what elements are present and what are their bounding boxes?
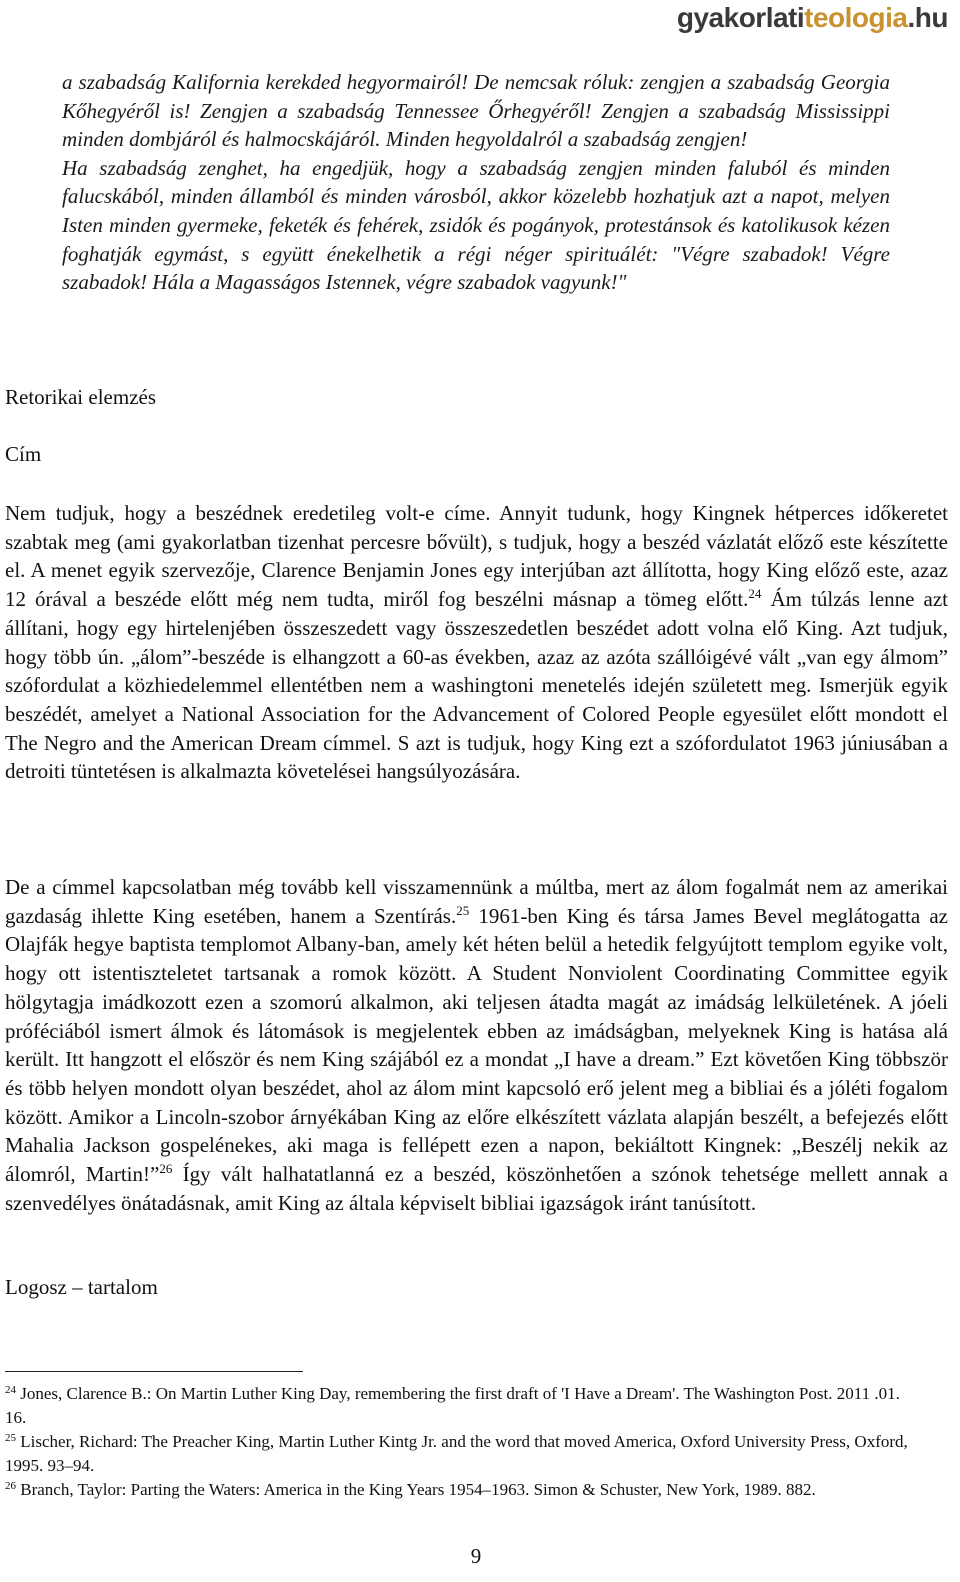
- logo-text-domain: .hu: [907, 2, 948, 33]
- subsection-heading: Cím: [5, 442, 42, 466]
- paragraph-text: Így vált halhatatlanná ez a beszéd, köszönhetően a szónok tehetsége mellett annak a szenvedélyes önátadásnak, amit King az általa képviselt bibliai igazságok iránt tanúsított.: [5, 1162, 948, 1215]
- footnote-separator: [5, 1371, 303, 1372]
- body-paragraph-2: [5, 873, 948, 1217]
- footnote-text: Jones, Clarence B.: On Martin Luther King Day, remembering the first draft of 'I Have a Dream'. The Washington Post. 2011 .01. 16.: [5, 1384, 900, 1427]
- site-logo: [677, 2, 948, 34]
- body-paragraph-1: [5, 499, 948, 786]
- paragraph-text: De a címmel kapcsolatban még tovább kell visszamennünk a múltba, mert az álom fogalmát nem az amerikai gazdaság ihlette King esetében, hanem a Szentírás.: [5, 875, 948, 928]
- footnote-number: 24: [5, 1384, 16, 1396]
- paragraph-text: Nem tudjuk, hogy a beszédnek eredetileg volt-e címe. Annyit tudunk, hogy Kingnek hétperces időkeretet szabtak meg (ami gyakorlatban tizenhat percesre bővült), s tudjuk, hogy a beszéd vázlatát előző este készítette el. A menet egyik szervezője, Clarence Benjamin Jones egy interjúban azt állította, hogy King előző este, azaz 12 órával a beszéde előtt még nem tudta, miről fog beszélni másnap a tömeg előtt.: [5, 501, 948, 612]
- footnote-number: 26: [5, 1480, 16, 1492]
- closing-heading: Logosz – tartalom: [5, 1275, 158, 1299]
- footnote-26: [5, 1478, 925, 1502]
- quote-paragraph-2: Ha szabadság zenghet, ha engedjük, hogy a szabadság zengjen minden faluból és minden falucskából, minden államból és minden városból, akkor közelebb hozhatjuk azt a napot, melyen Isten minden gyermeke, feketék és fehérek, zsidók és pogányok, protestánsok és katolikusok kézen foghatják egymást, s együtt énekelhetik a régi néger spirituálét: "Végre szabadok! Végre szabadok! Hála a Magasságos Istennek, végre szabadok vagyunk!": [62, 155, 890, 295]
- footnote-24: [5, 1382, 925, 1430]
- section-heading: Retorikai elemzés: [5, 385, 157, 409]
- footnote-number: 25: [5, 1432, 16, 1444]
- paragraph-text: 1961-ben King és társa James Bevel meglátogatta az Olajfák hegye baptista templomot Albany-ban, amely két héten belül a hetedik felgyújtott templom egyike volt, hogy ott istentiszteletet tartsanak a romok között. A Student Nonviolent Coordinating Committee egyik hölgytagja imádkozott ezen a szomorú alkalmon, aki teljesen átadta magát az imádság lelkületének. A jóeli próféciából ismert álmok és látomások is megjelentek ebben az imádságban, melyeknek King is hatása alá került. Itt hangzott el először és nem King szájából ez a mondat „I have a dream.” Ezt követően King többször és több helyen mondott olyan beszédet, ahol az álom mint kapcsoló erő jelent meg a bibliai és a jóléti fogalom között. Amikor a Lincoln-szobor árnyékában King az előre elkészített vázlata alapján beszélt, a befejezés előtt Mahalia Jackson gospelénekes, aki maga is fellépett ezen a napon, bekiáltott Kingnek: „Beszélj nekik az álomról, Martin!”: [5, 903, 948, 1187]
- footnote-ref-25[interactable]: 25: [456, 902, 470, 918]
- speech-quote: [62, 68, 890, 297]
- logo-text-teologia: teologia: [804, 2, 908, 33]
- page-number: 9: [470, 1544, 482, 1568]
- footnote-text: Branch, Taylor: Parting the Waters: America in the King Years 1954–1963. Simon & Schuster, New York, 1989. 882.: [16, 1480, 816, 1499]
- footnote-25: [5, 1430, 925, 1478]
- paragraph-text: Ám túlzás lenne azt állítani, hogy egy hirtelenjében összeszedett vagy összeszedetlen beszédet adott volna elő King. Azt tudjuk, hogy több ún. „álom”-beszéde is elhangzott a 60-as években, azaz az azóta szállóigévé vált „van egy álmom” szófordulat a közhiedelemmel ellentétben nem a washingtoni menetelés idején született meg. Ismerjük egyik beszédét, amelyet a National Association for the Advancement of Colored People egyesület előtt mondott el The Negro and the American Dream címmel. S azt is tudjuk, hogy King ezt a szófordulatot 1963 júniusában a detroiti tüntetésen is alkalmazta követelései hangsúlyozására.: [5, 587, 948, 784]
- footnote-text: Lischer, Richard: The Preacher King, Martin Luther Kintg Jr. and the word that moved America, Oxford University Press, Oxford, 1995. 93–94.: [5, 1432, 908, 1475]
- logo-text-gyakorlati: gyakorlati: [676, 2, 805, 33]
- quote-paragraph-1: a szabadság Kalifornia kerekded hegyormairól! De nemcsak róluk: zengjen a szabadság Georgia Kőhegyéről is! Zengjen a szabadság Tennessee Őrhegyéről! Zengjen a szabadság Mississippi minden dombjáról és halmocskájáról. Minden hegyoldalról a szabadság zengjen!: [62, 70, 890, 152]
- footnote-ref-26[interactable]: 26: [159, 1161, 173, 1177]
- footnote-ref-24[interactable]: 24: [748, 586, 762, 602]
